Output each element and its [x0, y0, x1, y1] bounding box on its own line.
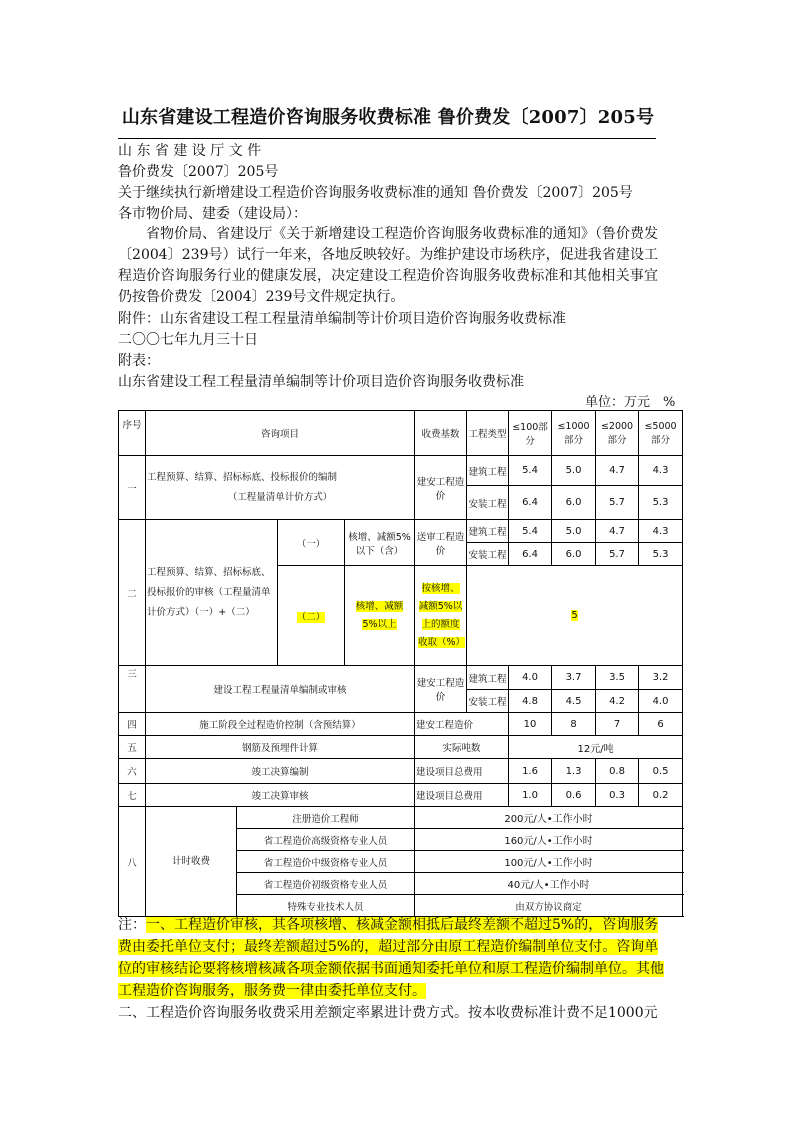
staff-level: 特殊专业技术人员: [237, 895, 415, 917]
rate-cell-merged: 12元/吨: [509, 736, 683, 759]
row-no: 二: [119, 520, 146, 666]
sub-item-desc: 核增、减额5%以下（含）: [345, 520, 415, 566]
rate-cell: 5.0: [552, 520, 596, 543]
rate-cell: 4.7: [596, 456, 639, 486]
rate-cell: 5.4: [509, 520, 552, 543]
hourly-rate: 160元/人•工作小时: [415, 829, 683, 851]
row-item: 施工阶段全过程造价控制（含预结算）: [146, 713, 415, 736]
rate-cell: 5.3: [639, 543, 683, 566]
row-item: 竣工决算编制: [146, 759, 415, 784]
staff-level: 省工程造价中级资格专业人员: [237, 851, 415, 873]
table-row: [119, 456, 683, 486]
staff-level: 注册造价工程师: [237, 807, 415, 829]
row-base: 建安工程造价: [415, 456, 467, 520]
hourly-rate: 40元/人•工作小时: [415, 873, 683, 895]
row-no: 七: [119, 784, 146, 807]
row-base: 建设项目总费用: [415, 759, 509, 784]
rate-cell: 6.0: [552, 543, 596, 566]
row-type: 安装工程: [467, 486, 509, 520]
rate-cell: 5.7: [596, 543, 639, 566]
row-item: 建设工程工程量清单编制或审核: [146, 666, 415, 713]
rate-cell: 0.8: [596, 759, 639, 784]
rate-cell: 4.2: [596, 690, 639, 713]
row-type: 建筑工程: [467, 456, 509, 486]
doc-number-line: 鲁价费发〔2007〕205号: [118, 164, 279, 180]
row-base: 实际吨数: [415, 736, 509, 759]
rate-cell: 6.0: [552, 486, 596, 520]
table-row: [119, 520, 683, 543]
table-row: [119, 759, 683, 784]
sub-item-label: [278, 566, 345, 666]
rate-cell: 4.7: [596, 520, 639, 543]
table-row: [119, 784, 683, 807]
row-item: 工程预算、结算、招标标底、投标报价的审核（工程量清单计价方式）（一）+（二）: [146, 520, 278, 666]
rate-cell: 5.3: [639, 486, 683, 520]
notes-block: [118, 914, 666, 1002]
table-header-row: [119, 411, 683, 456]
rate-cell: 1.0: [509, 784, 552, 807]
page-title: 山东省建设工程造价咨询服务收费标准 鲁价费发〔2007〕205号: [121, 107, 655, 128]
note-2: 二、工程造价咨询服务收费采用差额定率累进计费方式。按本收费标准计费不足1000元: [118, 1005, 658, 1021]
appendix-label: 附表：: [118, 353, 160, 369]
rate-cell: 4.8: [509, 690, 552, 713]
highlight-text: 核增、减额5%以上: [355, 600, 404, 630]
rate-cell: 3.5: [596, 666, 639, 690]
table-row: [119, 807, 683, 829]
rate-cell-merged: [467, 566, 683, 666]
header-col4: ≤5000部分: [639, 411, 683, 456]
row-type: 建筑工程: [467, 520, 509, 543]
row-base: [415, 566, 467, 666]
row-type: 安装工程: [467, 543, 509, 566]
row-no: 一: [119, 456, 146, 520]
rate-cell: 8: [552, 713, 596, 736]
notice-title-line: 关于继续执行新增建设工程造价咨询服务收费标准的通知 鲁价费发〔2007〕205号: [118, 185, 633, 201]
hourly-rate: 100元/人•工作小时: [415, 851, 683, 873]
rate-cell: 5.0: [552, 456, 596, 486]
rate-cell: 0.6: [552, 784, 596, 807]
header-col3: ≤2000部分: [596, 411, 639, 456]
rate-cell: 4.0: [509, 666, 552, 690]
header-type: 工程类型: [467, 411, 509, 456]
row-item-method: （工程量清单计价方式）: [227, 491, 333, 503]
row-base: 建安工程造价: [415, 666, 467, 713]
notes-prefix: 注：: [118, 917, 146, 933]
rate-cell: 0.5: [639, 759, 683, 784]
table-caption: 山东省建设工程工程量清单编制等计价项目造价咨询服务收费标准: [118, 374, 524, 390]
rate-cell: 6.4: [509, 486, 552, 520]
rate-cell: 4.0: [639, 690, 683, 713]
rate-cell: 1.3: [552, 759, 596, 784]
staff-level: 省工程造价高级资格专业人员: [237, 829, 415, 851]
rate-cell: 1.6: [509, 759, 552, 784]
fee-table: [118, 410, 683, 917]
unit-label: 单位：万元 %: [585, 395, 676, 410]
highlight-text: （二）: [296, 611, 326, 623]
table-row: [119, 736, 683, 759]
row-base: 建设项目总费用: [415, 784, 509, 807]
sub-item-desc: [345, 566, 415, 666]
row-no: 三: [119, 666, 146, 713]
timed-fee-label: 计时收费: [146, 807, 237, 917]
sub-item-label: （一）: [278, 520, 345, 566]
row-type: 建筑工程: [467, 666, 509, 690]
staff-level: 省工程造价初级资格专业人员: [237, 873, 415, 895]
header-no: 序号: [119, 411, 146, 456]
row-no: 四: [119, 713, 146, 736]
rate-cell: 0.3: [596, 784, 639, 807]
row-type: 安装工程: [467, 690, 509, 713]
highlight-text: 5: [571, 610, 578, 621]
header-base: 收费基数: [415, 411, 467, 456]
note-1: 一、工程造价审核，其各项核增、核减金额相抵后最终差额不超过5%的，咨询服务费由委托单位支付；最终差额超过5%的，超过部分由原工程造价编制单位支付。咨询单位的审核结论要将核增核减各项金额依据书面通知委托单位和原工程造价编制单位。其他工程造价咨询服务，服务费一律由委托单位支付。: [118, 917, 664, 999]
rate-cell: 3.2: [639, 666, 683, 690]
addressee-line: 各市物价局、建委（建设局）：: [118, 206, 307, 222]
row-base: 送审工程造价: [415, 520, 467, 566]
row-item: 竣工决算审核: [146, 784, 415, 807]
rate-cell: 0.2: [639, 784, 683, 807]
issuer-line: 山 东 省 建 设 厅 文 件: [118, 143, 262, 159]
rate-cell: 4.3: [639, 520, 683, 543]
title-divider: [118, 138, 656, 139]
table-row: [119, 666, 683, 690]
row-no: 五: [119, 736, 146, 759]
rate-cell: 4.5: [552, 690, 596, 713]
row-no: 八: [119, 807, 146, 917]
hourly-rate: 由双方协议商定: [415, 895, 683, 917]
highlight-text: 按核增、减额5%以上的额度收取（%）: [418, 582, 466, 648]
rate-cell: 6: [639, 713, 683, 736]
rate-cell: 5.7: [596, 486, 639, 520]
hourly-rate: 200元/人•工作小时: [415, 807, 683, 829]
row-base: 建安工程造价: [415, 713, 509, 736]
body-paragraph: 省物价局、省建设厅《关于新增建设工程造价咨询服务收费标准的通知》（鲁价费发〔2004〕239号）试行一年来，各地反映较好。为维护建设市场秩序，促进我省建设工程造价咨询服务行业的健康发展，决定建设工程造价咨询服务收费标准和其他相关事宜仍按鲁价费发〔2004〕239号文件规定执行。: [118, 226, 658, 305]
rate-cell: 6.4: [509, 543, 552, 566]
row-no: 六: [119, 759, 146, 784]
row-item-text: 工程预算、结算、招标标底、投标报价的编制: [147, 471, 338, 483]
header-item: 咨询项目: [146, 411, 415, 456]
rate-cell: 10: [509, 713, 552, 736]
table-row: [119, 713, 683, 736]
header-col2: ≤1000部分: [552, 411, 596, 456]
date-line: 二〇〇七年九月三十日: [118, 332, 258, 348]
row-item: [146, 456, 415, 520]
row-item: 钢筋及预埋件计算: [146, 736, 415, 759]
attachment-line: 附件：山东省建设工程工程量清单编制等计价项目造价咨询服务收费标准: [118, 311, 566, 327]
rate-cell: 3.7: [552, 666, 596, 690]
header-col1: ≤100部分: [509, 411, 552, 456]
rate-cell: 5.4: [509, 456, 552, 486]
rate-cell: 7: [596, 713, 639, 736]
rate-cell: 4.3: [639, 456, 683, 486]
